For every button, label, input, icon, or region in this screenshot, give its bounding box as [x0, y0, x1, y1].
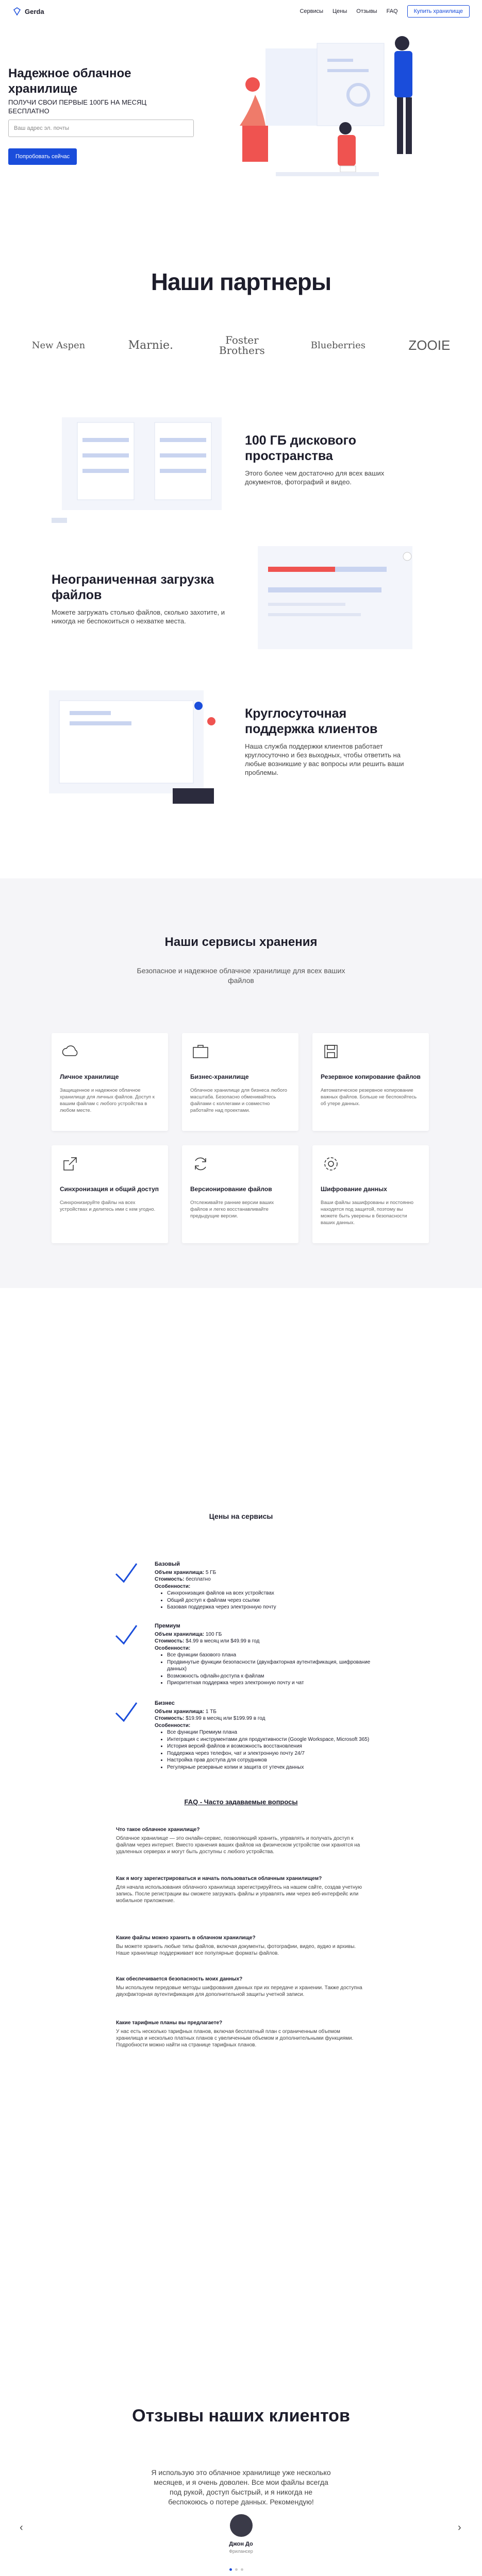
- service-card-title: Шифрование данных: [321, 1185, 387, 1193]
- briefcase-icon: [190, 1041, 290, 1062]
- feature-storage: [245, 433, 415, 486]
- faq-answer: Для начала использования облачного хранилища зарегистрируйтесь на нашем сайте, создав учетную запись. После регистрации вы сможете загружать файлы и управлять ими через веб-интерфейс или мобильное приложение.: [116, 1885, 362, 1904]
- faq-question: Какие файлы можно хранить в облачном хранилище?: [116, 1935, 256, 1941]
- service-card-versioning[interactable]: [182, 1145, 298, 1243]
- service-card-text: Облачное хранилище для бизнеса любого масштаба. Безопасно обменивайтесь файлами с коллегами и совместно работайте над проектами.: [190, 1088, 287, 1113]
- plan-volume: 5 ГБ: [205, 1569, 217, 1575]
- service-card-backup[interactable]: [312, 1033, 429, 1131]
- service-card-title: Резервное копирование файлов: [321, 1073, 421, 1080]
- plan-volume: 100 ГБ: [205, 1631, 222, 1637]
- faq-answer: Вы можете хранить любые типы файлов, включая документы, фотографии, видео, аудио и архивы. Наше хранилище поддерживает все популярные форматы файлов.: [116, 1944, 356, 1956]
- plan-feature: • История версий файлов и возможность восстановления: [167, 1743, 371, 1750]
- check-icon: [113, 1623, 139, 1649]
- feature-storage-text: Этого более чем достаточно для всех ваших документов, фотографий и видео.: [245, 469, 385, 486]
- check-icon: [113, 1561, 139, 1587]
- service-card-title: Версионирование файлов: [190, 1185, 272, 1193]
- feature-support-title: Круглосуточная поддержка клиентов: [245, 706, 378, 736]
- gear-icon: [321, 1154, 421, 1174]
- faq-question: Что такое облачное хранилище?: [116, 1827, 200, 1833]
- carousel-dot[interactable]: [235, 2568, 238, 2571]
- faq-question: Как я могу зарегистрироваться и начать пользоваться облачным хранилищем?: [116, 1876, 322, 1882]
- feature-storage-title: 100 ГБ дискового пространства: [245, 433, 357, 463]
- hero-section: [0, 23, 482, 213]
- plan-feature: • Все функции базового плана: [167, 1652, 371, 1659]
- hero-subtitle: ПОЛУЧИ СВОИ ПЕРВЫЕ 100ГБ НА МЕСЯЦ БЕСПЛАТНО: [8, 98, 146, 115]
- plan-feature: • Поддержка через телефон, чат и электронную почту 24/7: [167, 1750, 371, 1757]
- plan-cost: $4.99 в месяц или $49.99 в год: [186, 1638, 260, 1644]
- faq-title: FAQ - Часто задаваемые вопросы: [184, 1798, 298, 1806]
- logo-text: Gerda: [25, 7, 44, 15]
- main-nav: [300, 5, 470, 18]
- nav-faq[interactable]: FAQ: [386, 8, 398, 14]
- faq-question: Как обеспечивается безопасность моих данных?: [116, 1976, 243, 1982]
- services-lead: Безопасное и надежное облачное хранилище для всех ваших файлов: [137, 967, 345, 985]
- review-text: Я использую это облачное хранилище уже несколько месяцев, и я очень доволен. Все мои файлы всегда под рукой, доступ быстрый, и я никогда не беспокоюсь о потере данных. Рекомендую!: [151, 2468, 331, 2506]
- plan-feature: • Настройка прав доступа для сотрудников: [167, 1757, 371, 1764]
- partners-logos: [0, 335, 482, 355]
- faq-item[interactable]: [116, 1976, 369, 1998]
- service-card-title: Синхронизация и общий доступ: [60, 1185, 159, 1193]
- faq-answer: Облачное хранилище — это онлайн-сервис, позволяющий хранить, управлять и получать доступ к файлам через интернет. Вместо хранения ваших файлов на физическом устройстве они хранятся на удаленных серверах и могут быть доступны с любого устройства.: [116, 1836, 360, 1855]
- nav-pricing[interactable]: Цены: [333, 8, 347, 14]
- faq-answer: Мы используем передовые методы шифрования данных при их передаче и хранении. Также доступна двухфакторная аутентификация для дополнительной защиты учетной записи.: [116, 1985, 362, 1997]
- upload-illustration: [247, 546, 423, 654]
- plan-volume: 1 ТБ: [205, 1708, 217, 1715]
- nav-services[interactable]: Сервисы: [300, 8, 324, 14]
- header: [0, 0, 482, 23]
- partner-marnie: Marnie.: [128, 338, 173, 352]
- plan-feature: • Интеграция с инструментами для продуктивности (Google Workspace, Microsoft 365): [167, 1736, 371, 1743]
- nav-reviews[interactable]: Отзывы: [356, 8, 377, 14]
- faq-answer: У нас есть несколько тарифных планов, включая бесплатный план с ограниченным объемом хранилища и несколько платных планов с увеличенным объемом и дополнительными функциями. Подробности можно найти на странице тарифных планов.: [116, 2029, 354, 2048]
- services-section: [0, 878, 482, 1288]
- feature-upload-title: Неограниченная загрузка файлов: [52, 572, 214, 602]
- partner-zooie: ZOOIE: [408, 337, 451, 353]
- partners-title: Наши партнеры: [151, 268, 331, 295]
- review-author: Джон До: [229, 2541, 253, 2547]
- service-card-encryption[interactable]: [312, 1145, 429, 1243]
- plan-feature: • Приоритетная поддержка через электронную почту и чат: [167, 1680, 371, 1687]
- cloud-icon: [60, 1041, 160, 1062]
- service-card-sync[interactable]: [52, 1145, 168, 1243]
- service-card-personal[interactable]: [52, 1033, 168, 1131]
- carousel-dots: [229, 2568, 243, 2571]
- service-card-text: Отслеживайте ранние версии ваших файлов и легко восстанавливайте предыдущие версии.: [190, 1200, 274, 1219]
- plan-cost: бесплатно: [186, 1577, 211, 1582]
- reviews-title: Отзывы наших клиентов: [132, 2406, 350, 2426]
- service-card-text: Синхронизируйте файлы на всех устройствах и делитесь ими с кем угодно.: [60, 1200, 156, 1212]
- review-author-block: [0, 2514, 482, 2554]
- logo-icon: [12, 7, 22, 16]
- faq-question: Какие тарифные планы вы предлагаете?: [116, 2020, 223, 2026]
- check-icon: [113, 1700, 139, 1726]
- service-card-text: Автоматическое резервное копирование важных файлов. Больше не беспокойтесь об утере данных.: [321, 1088, 417, 1107]
- carousel-dot[interactable]: [229, 2568, 232, 2571]
- plan-name: Бизнес: [155, 1700, 175, 1706]
- service-card-title: Личное хранилище: [60, 1073, 119, 1080]
- review-role: Фрилансер: [229, 2549, 253, 2554]
- feature-support-text: Наша служба поддержки клиентов работает круглосуточно и без выходных, чтобы ответить на любые возникшие у вас вопросы или решить ваши проблемы.: [245, 742, 404, 776]
- service-card-title: Бизнес-хранилище: [190, 1073, 249, 1080]
- plan-feature: • Общий доступ к файлам через ссылки: [167, 1597, 361, 1604]
- service-card-business[interactable]: [182, 1033, 298, 1131]
- support-illustration: [49, 690, 229, 809]
- chevron-left-icon[interactable]: ‹: [20, 2522, 23, 2533]
- plan-feature: • Продвинутые функции безопасности (двухфакторная аутентификация, шифрование данных): [167, 1659, 371, 1673]
- faq-item[interactable]: [116, 1826, 369, 1855]
- feature-upload: [52, 572, 232, 625]
- try-now-button[interactable]: Попробовать сейчас: [8, 148, 77, 165]
- hero-illustration: [224, 23, 472, 213]
- plan-feature: • Синхронизация файлов на всех устройствах: [167, 1590, 361, 1597]
- avatar: [230, 2514, 253, 2537]
- storage-illustration: [52, 407, 232, 531]
- hero-title: Надежное облачное хранилище: [8, 66, 131, 96]
- service-card-text: Ваши файлы зашифрованы и постоянно находятся под защитой, поэтому вы можете быть уверены в безопасности ваших данных.: [321, 1200, 414, 1226]
- plan-feature: • Возможность офлайн-доступа к файлам: [167, 1673, 371, 1680]
- refresh-icon: [190, 1154, 290, 1174]
- faq-item[interactable]: [116, 1935, 369, 1957]
- pricing-title: Цены на сервисы: [209, 1512, 273, 1520]
- plan-feature: • Все функции Премиум плана: [167, 1729, 371, 1736]
- plan-feature: • Регулярные резервные копии и защита от утечек данных: [167, 1764, 371, 1771]
- partner-foster-brothers: Foster Brothers: [219, 334, 265, 357]
- logo[interactable]: [12, 7, 44, 16]
- partner-blueberries: Blueberries: [310, 340, 366, 351]
- plan-cost: $19.99 в месяц или $199.99 в год: [186, 1716, 265, 1721]
- plan-premium: Премиум Объем хранилища: 100 ГБ Стоимость: $4.99 в месяц или $49.99 в год Особенности: • Все функции базового плана • Продвинутые функции безопасности (двухфакторная аутентификация, шифрование данных) • Возможность офлайн-доступа к файлам • Приоритетная поддержка через электронную почту и чат: [155, 1623, 371, 1687]
- save-icon: [321, 1041, 421, 1062]
- plan-basic: Базовый Объем хранилища: 5 ГБ Стоимость: бесплатно Особенности: • Синхронизация файлов на всех устройствах • Общий доступ к файлам через ссылки • Базовая поддержка через электронную почту: [155, 1561, 361, 1611]
- buy-storage-button[interactable]: Купить хранилище: [407, 5, 470, 18]
- services-title: Наши сервисы хранения: [164, 935, 318, 949]
- plan-name: Премиум: [155, 1623, 180, 1629]
- partner-new-aspen: New Aspen: [31, 340, 86, 351]
- service-card-text: Защищенное и надежное облачное хранилище для личных файлов. Доступ к вашим файлам с любого устройства в любом месте.: [60, 1088, 155, 1113]
- feature-support: [245, 706, 410, 777]
- plan-feature: • Базовая поддержка через электронную почту: [167, 1604, 361, 1611]
- carousel-dot[interactable]: [241, 2568, 243, 2571]
- faq-item[interactable]: [116, 2020, 369, 2048]
- plan-name: Базовый: [155, 1561, 180, 1567]
- chevron-right-icon[interactable]: ›: [458, 2522, 461, 2533]
- faq-item[interactable]: [116, 1875, 369, 1904]
- feature-upload-text: Можете загружать столько файлов, сколько захотите, и никогда не беспокоиться о нехватке места.: [52, 608, 225, 625]
- plan-business: Бизнес Объем хранилища: 1 ТБ Стоимость: $19.99 в месяц или $199.99 в год Особенности: • Все функции Премиум плана • Интеграция с инструментами для продуктивности (Google Workspace, Microsoft 365) • История версий файлов и возможность восстановления • Поддержка через телефон, чат и электронную почту 24/7 • Настройка прав доступа для сотрудников • Регулярные резервные копии и защита от утечек данных: [155, 1700, 371, 1771]
- share-icon: [60, 1154, 160, 1174]
- email-input[interactable]: Ваш адрес эл. почты: [8, 120, 194, 137]
